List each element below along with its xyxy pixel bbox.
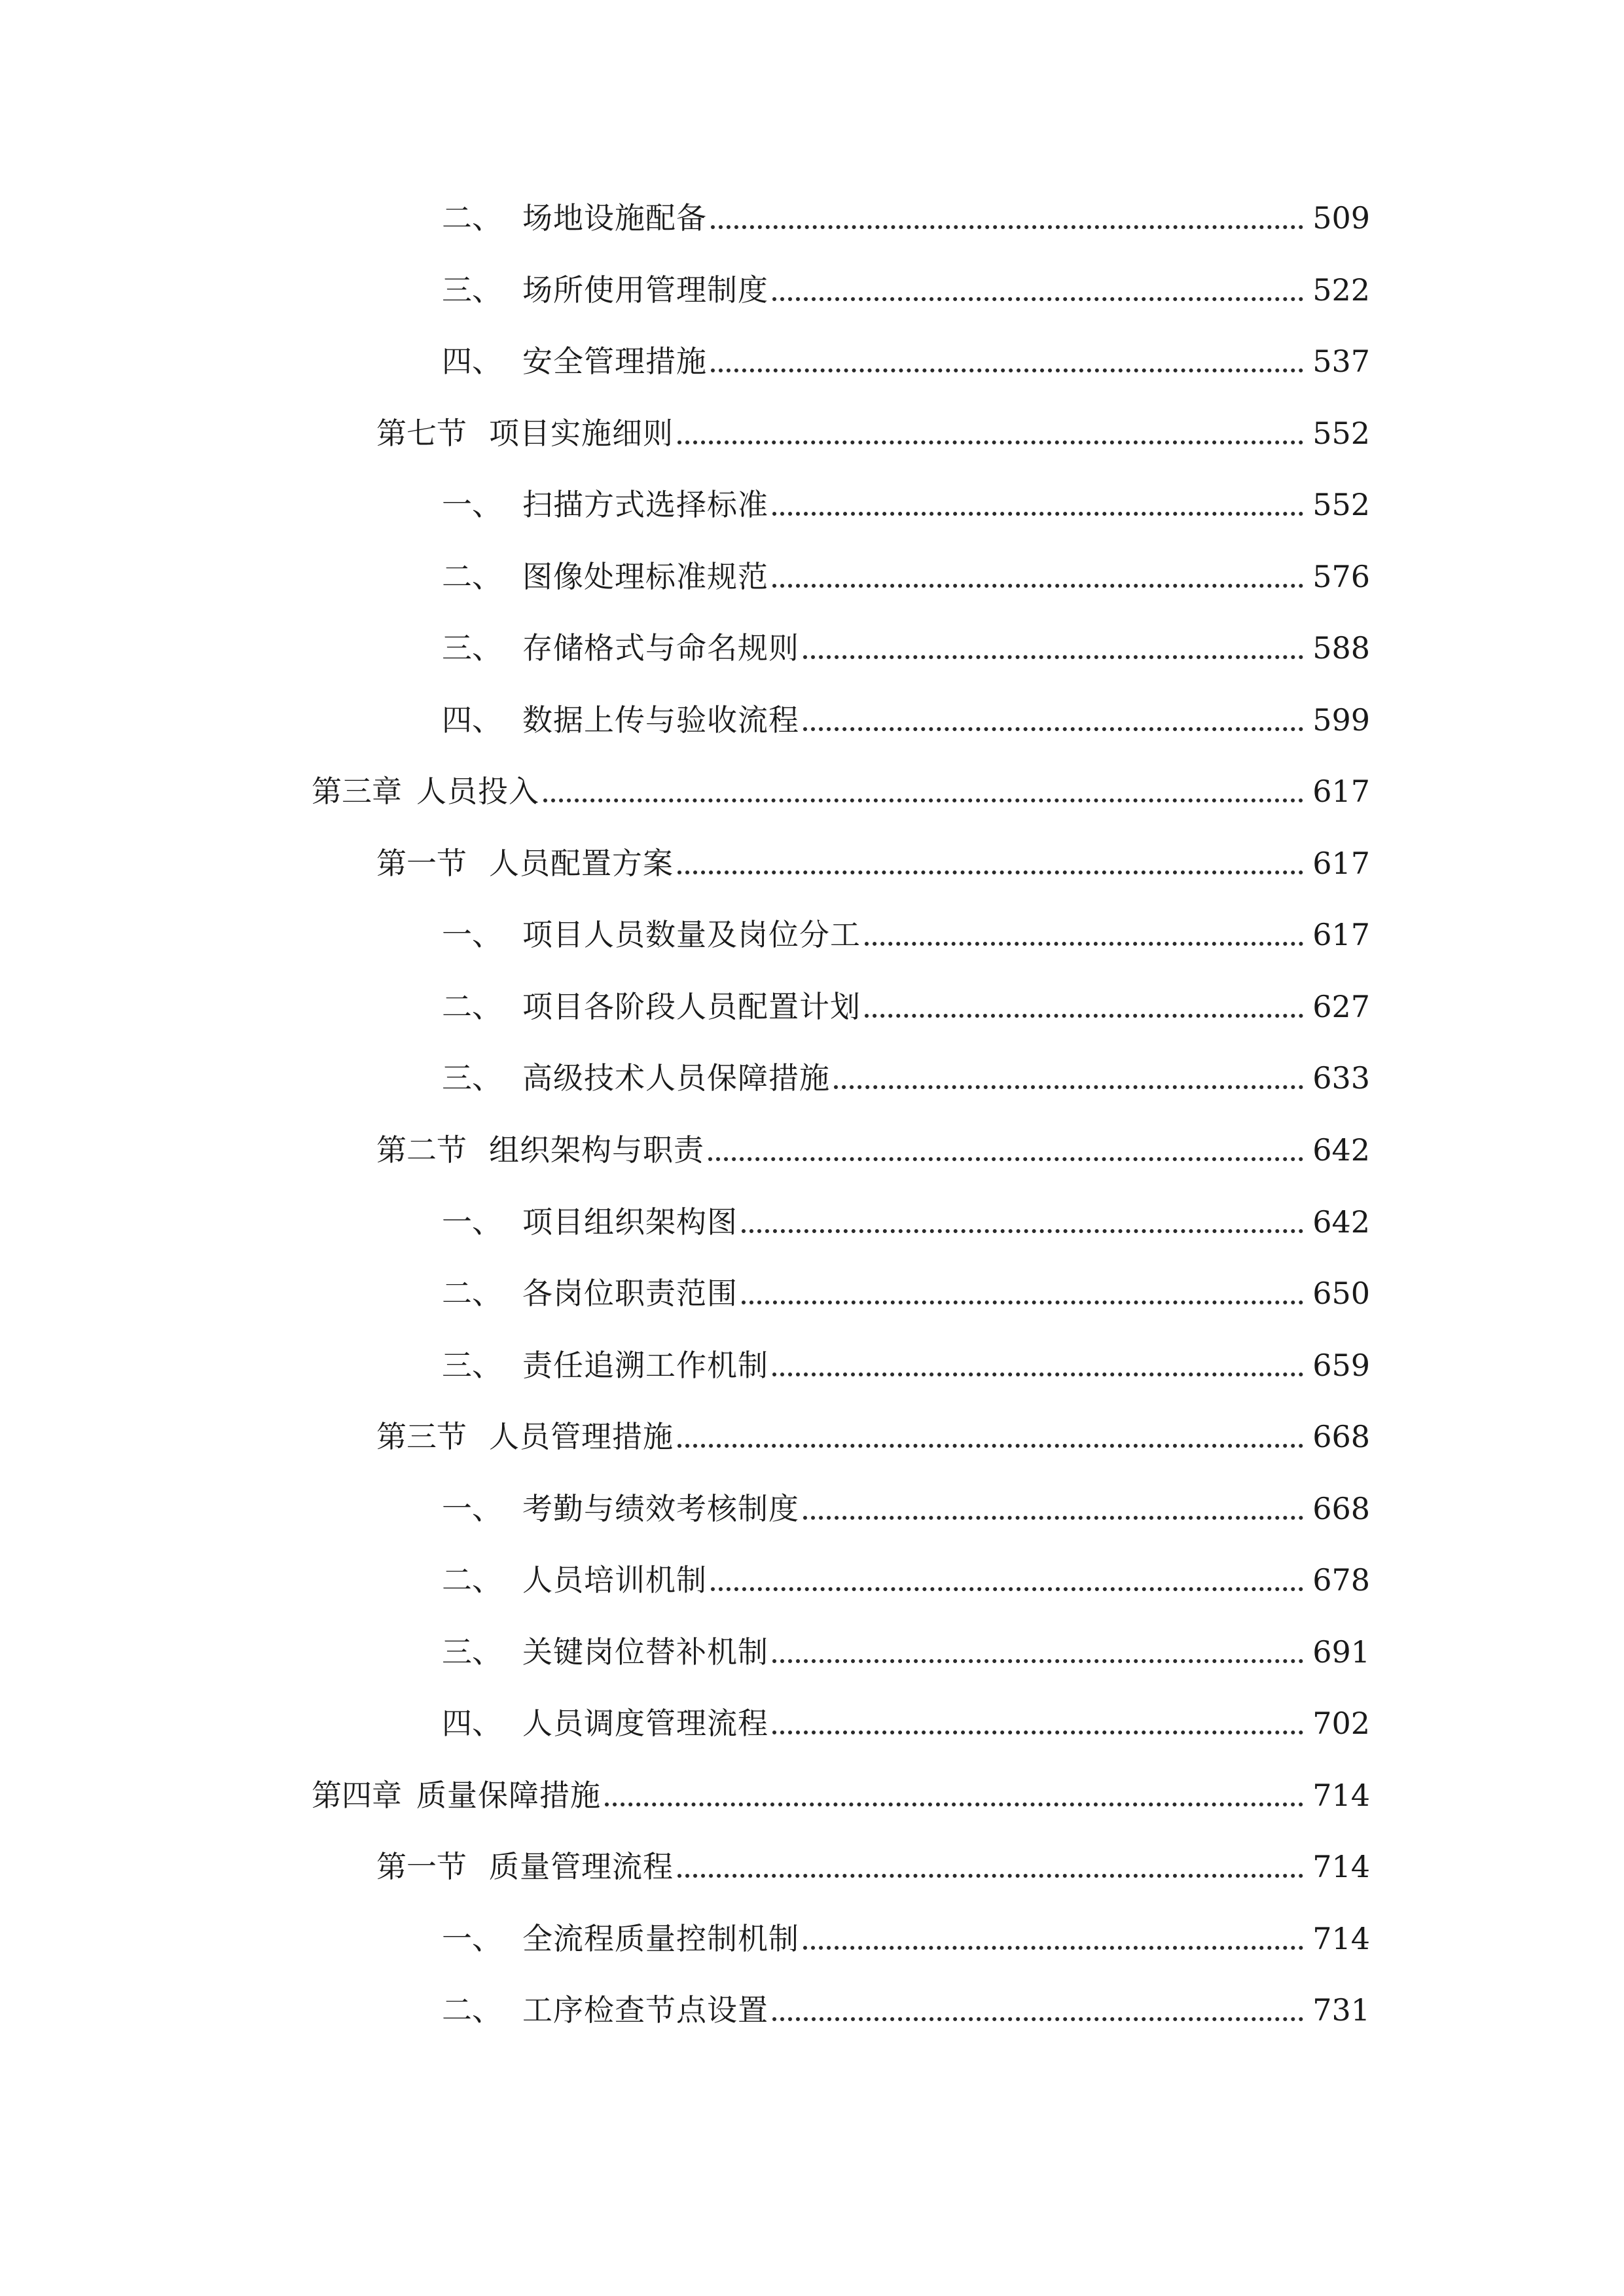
toc-entry-page: 714 <box>1312 1849 1370 1884</box>
toc-entry-number: 三、 <box>442 1634 502 1670</box>
toc-entry-title: 关键岗位替补机制 <box>522 1634 768 1670</box>
toc-entry[interactable] <box>0 625 1624 671</box>
toc-entry-page: 731 <box>1312 1992 1370 2028</box>
dot-leader <box>803 1516 1303 1520</box>
toc-entry-title: 人员调度管理流程 <box>522 1706 768 1741</box>
toc-entry[interactable] <box>0 1270 1624 1316</box>
toc-entry[interactable] <box>0 1844 1624 1890</box>
toc-entry-title: 人员培训机制 <box>522 1562 707 1598</box>
toc-entry-page: 617 <box>1312 846 1370 881</box>
toc-entry[interactable] <box>0 195 1624 241</box>
toc-entry[interactable] <box>0 768 1624 814</box>
toc-entry-page: 714 <box>1312 1778 1370 1813</box>
toc-entry-page: 691 <box>1312 1634 1370 1670</box>
toc-entry[interactable] <box>0 1199 1624 1245</box>
toc-entry-number: 四、 <box>442 344 502 379</box>
toc-entry-title: 人员投入 <box>416 774 539 809</box>
toc-entry[interactable] <box>0 554 1624 600</box>
toc-entry[interactable] <box>0 912 1624 958</box>
toc-entry-page: 509 <box>1312 200 1370 236</box>
dot-leader <box>772 1731 1303 1734</box>
toc-entry-page: 678 <box>1312 1562 1370 1598</box>
toc-entry-title: 全流程质量控制机制 <box>522 1921 799 1956</box>
toc-entry[interactable] <box>0 1629 1624 1675</box>
toc-entry-number: 一、 <box>442 917 502 952</box>
dot-leader <box>677 1874 1303 1878</box>
toc-entry[interactable] <box>0 1916 1624 1962</box>
toc-entry-page: 714 <box>1312 1921 1370 1956</box>
dot-leader <box>865 942 1303 946</box>
dot-leader <box>543 798 1303 802</box>
toc-entry-title: 各岗位职责范围 <box>522 1276 738 1311</box>
dot-leader <box>772 512 1303 516</box>
toc-entry-page: 552 <box>1312 416 1370 451</box>
toc-entry-page: 588 <box>1312 630 1370 666</box>
dot-leader <box>711 1587 1303 1591</box>
toc-entry-title: 存储格式与命名规则 <box>522 630 799 666</box>
dot-leader <box>772 584 1303 588</box>
toc-entry-title: 责任追溯工作机制 <box>522 1348 768 1383</box>
toc-entry-title: 数据上传与验收流程 <box>522 702 799 738</box>
dot-leader <box>711 368 1303 372</box>
toc-entry-number: 一、 <box>442 487 502 522</box>
toc-entry[interactable] <box>0 697 1624 743</box>
dot-leader <box>772 2017 1303 2021</box>
toc-entry-number: 三、 <box>442 630 502 666</box>
toc-entry-title: 项目人员数量及岗位分工 <box>522 917 861 952</box>
toc-entry-title: 质量管理流程 <box>489 1849 674 1884</box>
toc-entry[interactable] <box>0 984 1624 1030</box>
toc-entry[interactable] <box>0 1055 1624 1101</box>
toc-entry-number: 一、 <box>442 1204 502 1240</box>
dot-leader <box>711 225 1303 229</box>
dot-leader <box>677 440 1303 444</box>
toc-entry-title: 场地设施配备 <box>522 200 707 236</box>
toc-entry-page: 522 <box>1312 272 1370 308</box>
toc-entry-page: 668 <box>1312 1419 1370 1454</box>
dot-leader <box>772 1372 1303 1376</box>
toc-entry-page: 659 <box>1312 1348 1370 1383</box>
toc-entry-page: 617 <box>1312 774 1370 809</box>
toc-entry-number: 二、 <box>442 989 502 1024</box>
toc-entry[interactable] <box>0 840 1624 886</box>
toc-entry-number: 三、 <box>442 1060 502 1096</box>
toc-entry[interactable] <box>0 1127 1624 1173</box>
toc-entry-number: 第一节 <box>376 1849 467 1884</box>
dot-leader <box>803 727 1303 731</box>
toc-entry-number: 第三章 <box>312 774 402 809</box>
toc-entry-number: 一、 <box>442 1921 502 1956</box>
dot-leader <box>803 655 1303 659</box>
dot-leader <box>742 1229 1303 1233</box>
toc-entry-number: 第二节 <box>376 1132 467 1168</box>
toc-entry-title: 场所使用管理制度 <box>522 272 768 308</box>
dot-leader <box>865 1014 1303 1018</box>
dot-leader <box>742 1300 1303 1304</box>
toc-entry[interactable] <box>0 1486 1624 1532</box>
toc-entry-title: 人员管理措施 <box>489 1419 674 1454</box>
toc-entry-page: 633 <box>1312 1060 1370 1096</box>
toc-entry-title: 项目各阶段人员配置计划 <box>522 989 861 1024</box>
toc-entry-number: 二、 <box>442 200 502 236</box>
toc-entry-page: 650 <box>1312 1276 1370 1311</box>
toc-entry-title: 高级技术人员保障措施 <box>522 1060 830 1096</box>
toc-entry-title: 考勤与绩效考核制度 <box>522 1491 799 1526</box>
toc-entry-page: 642 <box>1312 1204 1370 1240</box>
toc-entry[interactable] <box>0 410 1624 456</box>
toc-entry[interactable] <box>0 482 1624 528</box>
dot-leader <box>708 1157 1303 1161</box>
toc-entry-number: 二、 <box>442 1992 502 2028</box>
toc-entry-title: 质量保障措施 <box>416 1778 601 1813</box>
toc-entry-page: 627 <box>1312 989 1370 1024</box>
toc-entry-number: 四、 <box>442 702 502 738</box>
toc-entry-number: 第七节 <box>376 416 467 451</box>
toc-entry-number: 二、 <box>442 559 502 594</box>
toc-entry-title: 图像处理标准规范 <box>522 559 768 594</box>
toc-entry-title: 人员配置方案 <box>489 846 674 881</box>
toc-entry-page: 537 <box>1312 344 1370 379</box>
toc-entry-title: 扫描方式选择标准 <box>522 487 768 522</box>
dot-leader <box>677 1444 1303 1448</box>
toc-entry-page: 599 <box>1312 702 1370 738</box>
dot-leader <box>772 297 1303 301</box>
toc-entry-page: 668 <box>1312 1491 1370 1526</box>
dot-leader <box>834 1085 1303 1089</box>
toc-entry-number: 四、 <box>442 1706 502 1741</box>
dot-leader <box>803 1946 1303 1950</box>
toc-entry-number: 一、 <box>442 1491 502 1526</box>
dot-leader <box>677 870 1303 874</box>
toc-entry-number: 三、 <box>442 1348 502 1383</box>
toc-entry[interactable] <box>0 1987 1624 2033</box>
toc-entry-title: 项目组织架构图 <box>522 1204 738 1240</box>
toc-entry-page: 576 <box>1312 559 1370 594</box>
toc-entry-number: 第四章 <box>312 1778 402 1813</box>
toc-entry-title: 项目实施细则 <box>489 416 674 451</box>
toc-entry[interactable] <box>0 1342 1624 1388</box>
toc-entry[interactable] <box>0 1414 1624 1460</box>
toc-entry-title: 安全管理措施 <box>522 344 707 379</box>
toc-entry-page: 552 <box>1312 487 1370 522</box>
toc-entry-title: 组织架构与职责 <box>489 1132 704 1168</box>
dot-leader <box>772 1659 1303 1663</box>
dot-leader <box>605 1803 1303 1806</box>
toc-entry[interactable] <box>0 1772 1624 1818</box>
toc-entry[interactable] <box>0 267 1624 313</box>
toc-entry[interactable] <box>0 338 1624 384</box>
toc-entry-title: 工序检查节点设置 <box>522 1992 768 2028</box>
toc-entry[interactable] <box>0 1557 1624 1603</box>
toc-entry-number: 三、 <box>442 272 502 308</box>
toc-entry[interactable] <box>0 1700 1624 1746</box>
toc-entry-page: 617 <box>1312 917 1370 952</box>
toc-entry-number: 二、 <box>442 1276 502 1311</box>
toc-entry-number: 第一节 <box>376 846 467 881</box>
toc-entry-page: 702 <box>1312 1706 1370 1741</box>
toc-entry-number: 第三节 <box>376 1419 467 1454</box>
toc-entry-page: 642 <box>1312 1132 1370 1168</box>
toc-entry-number: 二、 <box>442 1562 502 1598</box>
